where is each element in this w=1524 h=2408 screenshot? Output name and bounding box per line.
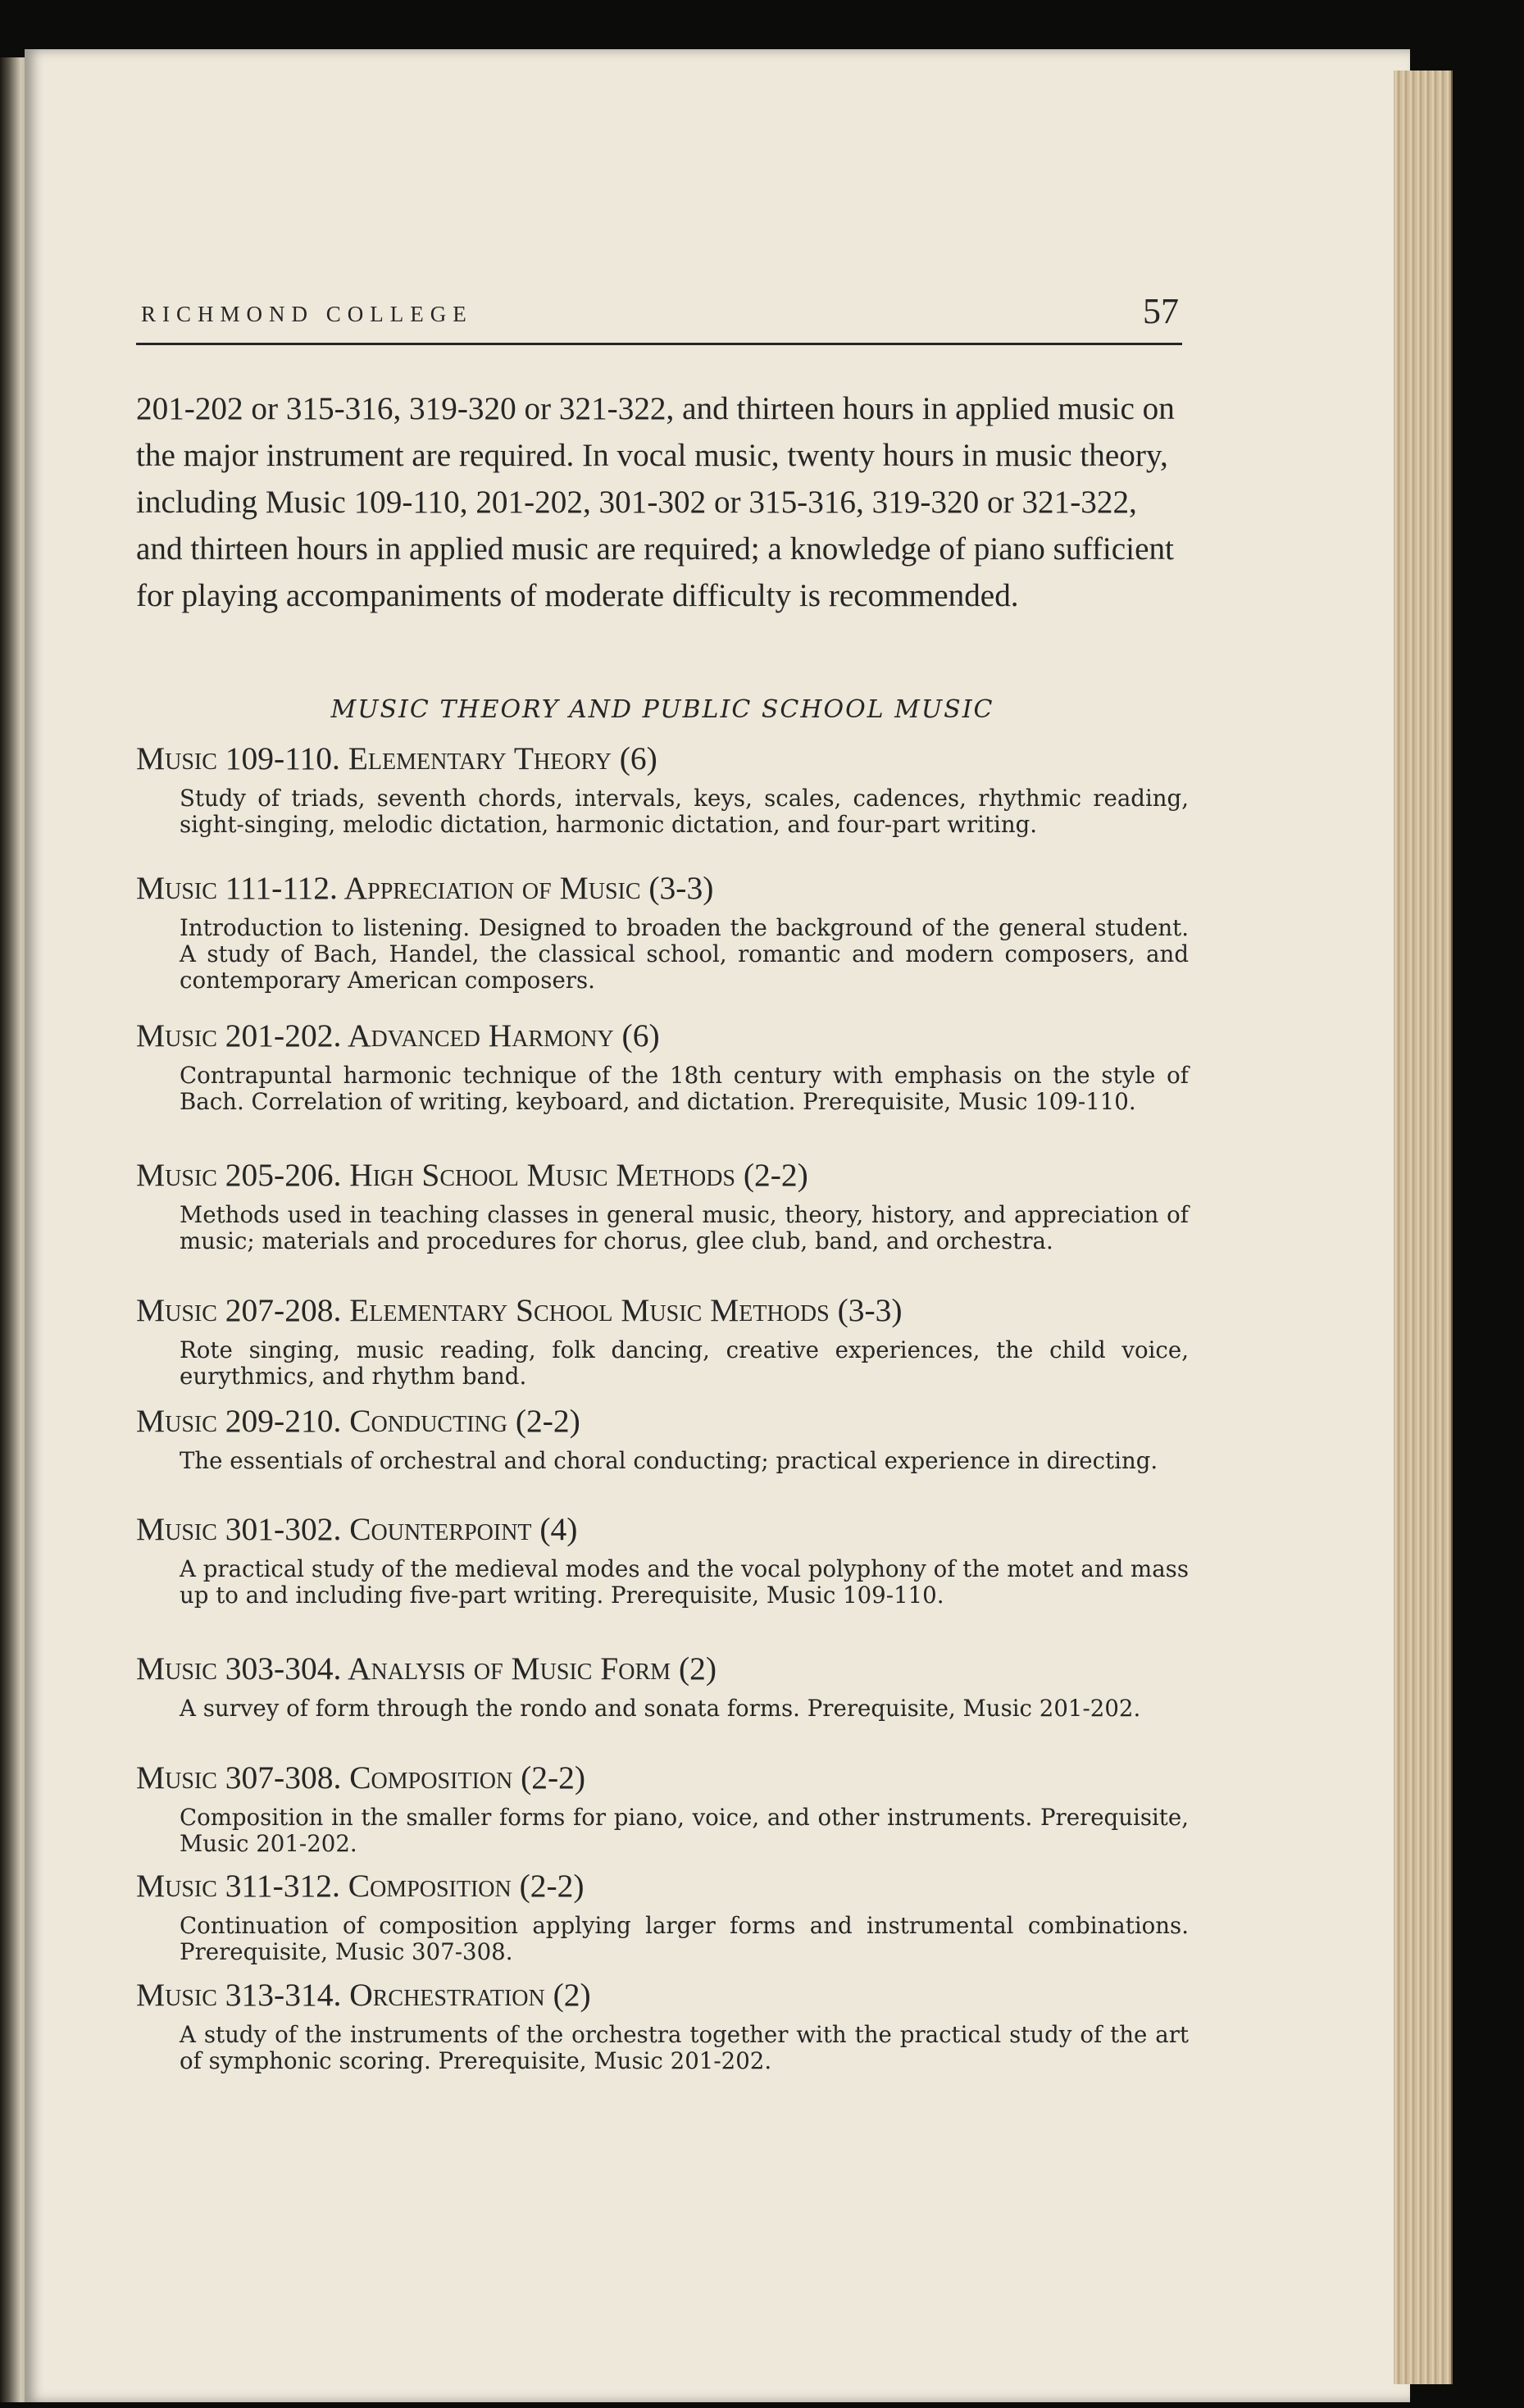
course-title: Music 111-112. Appreciation of Music (3-3) [136, 870, 714, 906]
intro-paragraph [136, 385, 1189, 619]
running-head [136, 291, 1182, 345]
course-title: Music 205-206. High School Music Methods (2-2) [136, 1157, 808, 1193]
course-entry [136, 1156, 1189, 1254]
course-description: A practical study of the medieval modes and the vocal polyphony of the motet and mass up to and including five-part writing. Prerequisite, Music 109-110. [180, 1555, 1189, 1609]
page-edges [1394, 71, 1453, 2384]
course-description: A study of the instruments of the orchestra together with the practical study of the art of symphonic scoring. Prerequisite, Music 201-202. [180, 2021, 1189, 2074]
course-entry [136, 1650, 1189, 1722]
course-title: Music 313-314. Orchestration (2) [136, 1977, 591, 2013]
course-description: Continuation of composition applying larger forms and instrumental combinations. Prerequisite, Music 307-308. [180, 1912, 1189, 1965]
page-number: 57 [1143, 291, 1179, 331]
course-title: Music 303-304. Analysis of Music Form (2) [136, 1650, 717, 1687]
course-entry [136, 1976, 1189, 2074]
course-description: The essentials of orchestral and choral conducting; practical experience in directing. [180, 1447, 1158, 1474]
course-entry [136, 1759, 1189, 1857]
course-description: A survey of form through the rondo and sonata forms. Prerequisite, Music 201-202. [180, 1695, 1141, 1722]
course-description: Introduction to listening. Designed to broaden the background of the general student. A study of Bach, Handel, the classical school, romantic and modern composers, and contemporary American composers. [180, 914, 1189, 994]
course-title: Music 311-312. Composition (2-2) [136, 1868, 585, 1904]
course-entry [136, 1402, 1189, 1474]
course-title: Music 201-202. Advanced Harmony (6) [136, 1017, 660, 1054]
section-heading: MUSIC THEORY AND PUBLIC SCHOOL MUSIC [330, 695, 994, 724]
course-entry [136, 1291, 1189, 1390]
course-title: Music 301-302. Counterpoint (4) [136, 1511, 578, 1547]
course-title: Music 307-308. Composition (2-2) [136, 1759, 586, 1796]
course-description: Rote singing, music reading, folk dancing, creative experiences, the child voice, eurythmics, and rhythm band. [180, 1336, 1189, 1390]
course-entry [136, 869, 1189, 994]
course-entry [136, 1017, 1189, 1115]
running-title: RICHMOND COLLEGE [141, 302, 473, 326]
course-description: Composition in the smaller forms for piano, voice, and other instruments. Prerequisite, Music 201-202. [180, 1804, 1189, 1857]
course-title: Music 209-210. Conducting (2-2) [136, 1403, 580, 1439]
course-entry [136, 1510, 1189, 1609]
course-entry [136, 1867, 1189, 1965]
course-entry [136, 740, 1189, 838]
course-description: Study of triads, seventh chords, intervals, keys, scales, cadences, rhythmic reading, sight-singing, melodic dictation, harmonic dictation, and four-part writing. [180, 785, 1189, 838]
course-description: Contrapuntal harmonic technique of the 18th century with emphasis on the style of Bach. Correlation of writing, keyboard, and dictation. Prerequisite, Music 109-110. [180, 1062, 1189, 1115]
course-title: Music 109-110. Elementary Theory (6) [136, 740, 657, 776]
course-description: Methods used in teaching classes in general music, theory, history, and appreciation of music; materials and procedures for chorus, glee club, band, and orchestra. [180, 1201, 1189, 1254]
intro-text: 201-202 or 315-316, 319-320 or 321-322, and thirteen hours in applied music on the major instrument are required. In vocal music, twenty hours in music theory, including Music 109-110, 201-202, 301-302 or 315-316, 319-320 or 321-322, and thirteen hours in applied music are required; a knowledge of piano sufficient for playing accompaniments of moderate difficulty is recommended. [136, 391, 1175, 613]
course-title: Music 207-208. Elementary School Music Methods (3-3) [136, 1292, 903, 1328]
